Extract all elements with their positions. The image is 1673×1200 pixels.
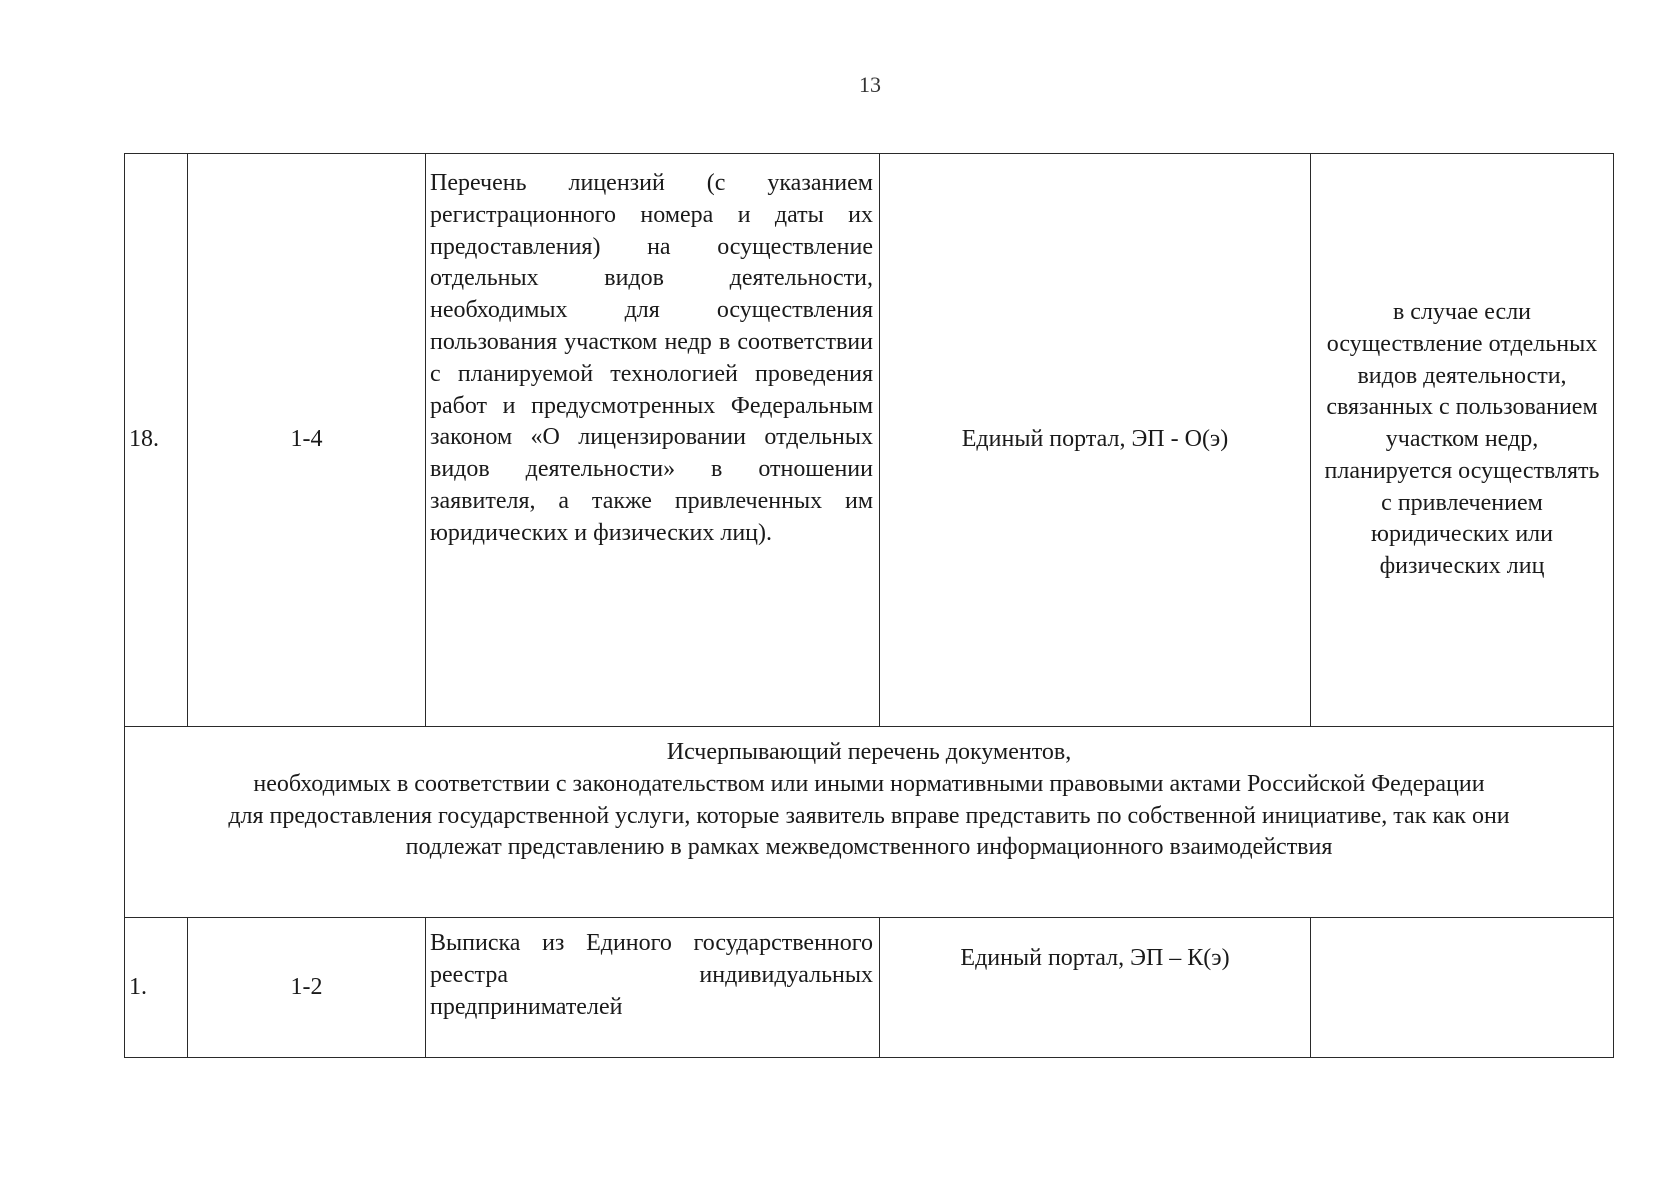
row-condition — [1311, 918, 1614, 1058]
table-row — [125, 918, 1614, 1058]
row-document-name: Перечень лицензий (с указанием регистрационного номера и даты их предоставления) на осуществление отдельных видов деятельности, необходимых для осуществления пользования участком недр в соответствии с планируемой технологией проведения работ и предусмотренных Федеральным законом «О лицензировании отдельных видов деятельности» в отношении заявителя, а также привлеченных им юридических и физических лиц). — [426, 154, 880, 727]
row-code: 1-4 — [188, 154, 426, 727]
section-line-3: для предоставления государственной услуги, которые заявитель вправе представить по собственной инициативе, так как они — [228, 802, 1510, 829]
section-line-1: Исчерпывающий перечень документов, — [666, 739, 1072, 765]
page-number: 13 — [859, 72, 881, 97]
row-source: Единый портал, ЭП - О(э) — [880, 154, 1311, 727]
row-document-name: Выписка из Единого государственного реестра индивидуальных предпринимателей — [426, 918, 880, 1058]
row-number: 18. — [125, 154, 188, 727]
section-header-row — [125, 727, 1614, 918]
section-line-4: подлежат представлению в рамках межведомственного информационного взаимодействия — [405, 834, 1333, 861]
table-row — [125, 154, 1614, 727]
row-code: 1-2 — [188, 918, 426, 1058]
section-line-2: необходимых в соответствии с законодательством или иными нормативными правовыми актами Российской Федерации — [253, 770, 1485, 797]
section-header — [125, 727, 1614, 918]
documents-table — [124, 153, 1614, 1058]
row-source: Единый портал, ЭП – К(э) — [880, 918, 1311, 1058]
row-number: 1. — [125, 918, 188, 1058]
row-condition: в случае если осуществление отдельных видов деятельности, связанных с пользованием участком недр, планируется осуществлять с привлечением юридических или физических лиц — [1311, 154, 1614, 727]
